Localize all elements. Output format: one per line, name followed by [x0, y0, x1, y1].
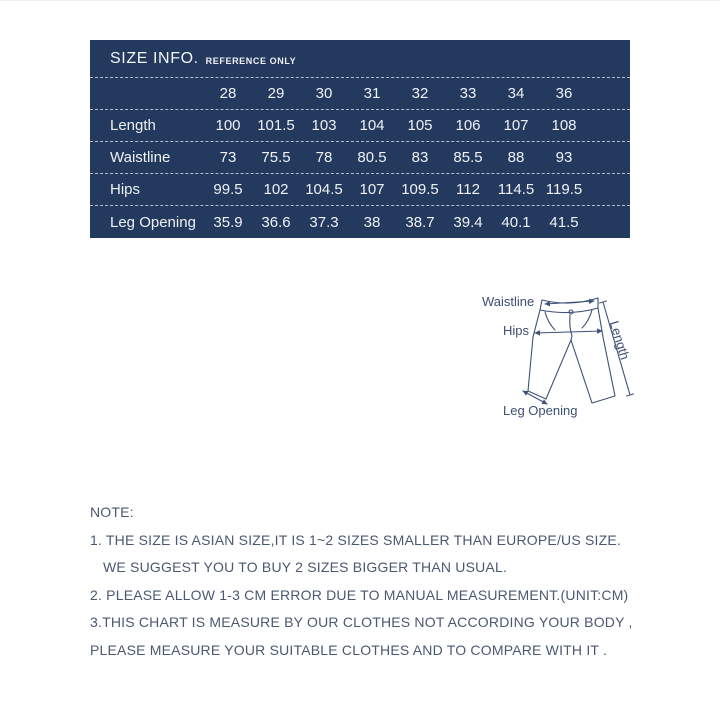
- table-cell: 101.5: [257, 117, 295, 134]
- table-cell: 105: [407, 117, 433, 134]
- table-cell: 112: [456, 181, 480, 198]
- table-cell: 40.1: [501, 214, 531, 231]
- table-cell: 103: [311, 117, 337, 134]
- table-cell: 104: [359, 117, 385, 134]
- table-cell: 93: [555, 149, 573, 166]
- note-section: [90, 499, 633, 665]
- table-cell: 73: [219, 149, 237, 166]
- page-top-border: [0, 0, 720, 1]
- table-cell: 39.4: [453, 214, 483, 231]
- size-col-header: 32: [411, 85, 429, 102]
- size-col-header: 28: [219, 85, 237, 102]
- table-cell: 108: [551, 117, 577, 134]
- table-cell: 109.5: [401, 181, 439, 198]
- table-cell: 107: [359, 181, 385, 198]
- table-cell: 104.5: [305, 181, 343, 198]
- size-header-row: [90, 78, 630, 110]
- diagram-waistline-label: Waistline: [482, 294, 535, 309]
- table-cell: 37.3: [309, 214, 339, 231]
- table-cell: 106: [455, 117, 481, 134]
- table-row-length: [90, 110, 630, 142]
- diagram-leg-opening-label: Leg Opening: [503, 403, 578, 418]
- table-cell: 99.5: [213, 181, 243, 198]
- table-cell: 75.5: [261, 149, 291, 166]
- size-table-subtitle: REFERENCE ONLY: [205, 55, 297, 66]
- size-col-header: 36: [555, 85, 573, 102]
- table-cell: 88: [507, 149, 525, 166]
- table-row-waistline: [90, 142, 630, 174]
- size-col-header: 34: [507, 85, 525, 102]
- table-cell: 38: [363, 214, 381, 231]
- size-col-header: 30: [315, 85, 333, 102]
- table-cell: 83: [411, 149, 429, 166]
- note-title: NOTE:: [90, 504, 134, 520]
- size-table-title: SIZE INFO.: [110, 49, 199, 67]
- note-line-3: 2. PLEASE ALLOW 1-3 CM ERROR DUE TO MANUAL MEASUREMENT.(UNIT:CM): [90, 586, 629, 603]
- table-row-hips: [90, 174, 630, 206]
- diagram-hips-label: Hips: [503, 323, 530, 338]
- table-cell: 107: [503, 117, 529, 134]
- size-col-header: 33: [459, 85, 477, 102]
- note-line-1: 1. THE SIZE IS ASIAN SIZE,IT IS 1~2 SIZES SMALLER THAN EUROPE/US SIZE.: [90, 531, 621, 548]
- size-table-title-row: [90, 40, 630, 78]
- table-cell: 114.5: [497, 181, 535, 198]
- size-col-header: 29: [267, 85, 285, 102]
- table-row-leg-opening: [90, 206, 630, 239]
- row-label: Hips: [110, 181, 141, 198]
- size-col-header: 31: [363, 85, 381, 102]
- table-cell: 35.9: [213, 214, 243, 231]
- table-cell: 102: [263, 181, 289, 198]
- table-cell: 41.5: [549, 214, 579, 231]
- pants-measurement-diagram: [455, 283, 680, 438]
- table-cell: 80.5: [357, 149, 387, 166]
- diagram-length-label: Length: [606, 319, 633, 362]
- note-line-2: WE SUGGEST YOU TO BUY 2 SIZES BIGGER THAN USUAL.: [103, 559, 508, 576]
- row-label: Leg Opening: [110, 214, 196, 231]
- note-line-5: PLEASE MEASURE YOUR SUITABLE CLOTHES AND TO COMPARE WITH IT .: [90, 641, 608, 658]
- table-cell: 119.5: [545, 181, 583, 198]
- table-cell: 85.5: [453, 149, 483, 166]
- note-line-4: 3.THIS CHART IS MEASURE BY OUR CLOTHES NOT ACCORDING YOUR BODY ,: [90, 614, 633, 631]
- size-info-table: [90, 40, 630, 238]
- row-label: Length: [110, 117, 156, 134]
- table-cell: 78: [315, 149, 333, 166]
- table-cell: 36.6: [261, 214, 291, 231]
- row-label: Waistline: [110, 149, 171, 166]
- table-cell: 100: [215, 117, 241, 134]
- table-cell: 38.7: [405, 214, 435, 231]
